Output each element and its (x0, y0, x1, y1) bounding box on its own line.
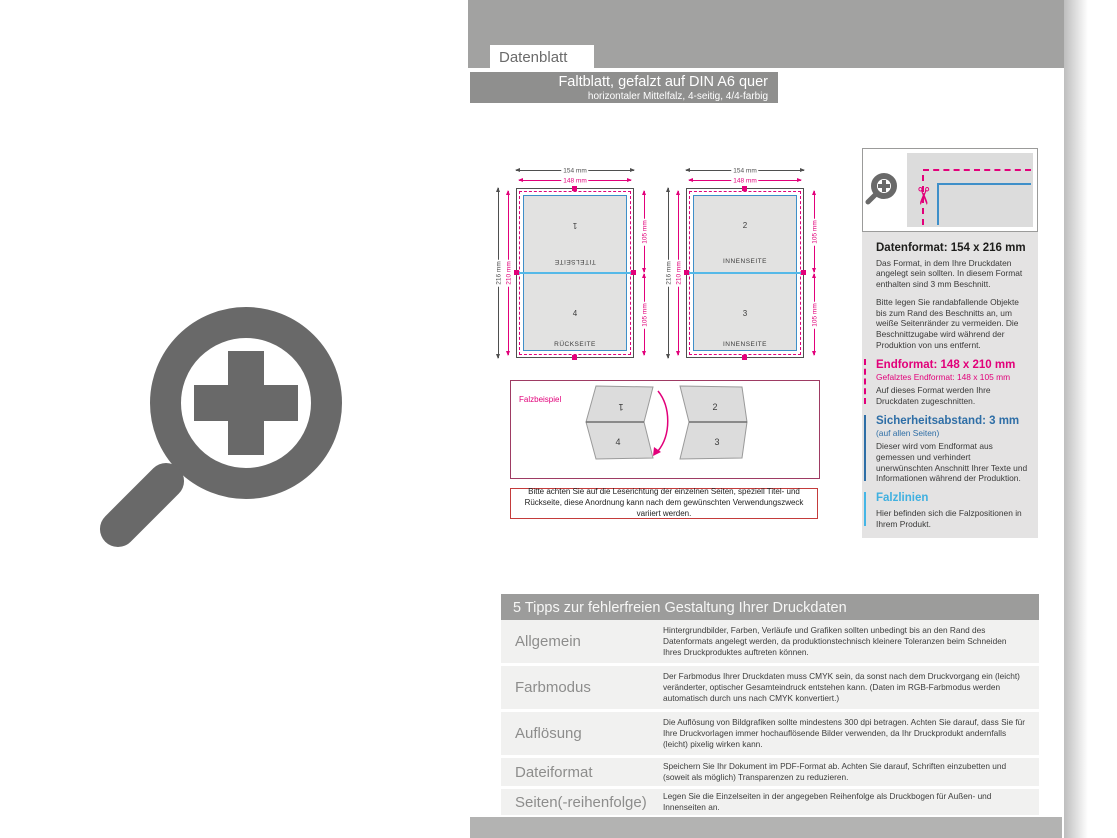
fold-example-label: Falzbeispiel (519, 395, 562, 404)
safety-line (937, 183, 1031, 185)
corner-detail-box (862, 148, 1038, 232)
dimension-label: 154 mm (563, 167, 587, 174)
fold-mark (631, 270, 636, 275)
scissors-icon: ✂ (909, 185, 936, 207)
fold-page-number: 3 (714, 437, 720, 447)
datenformat-heading: Datenformat: 154 x 216 mm (876, 242, 1026, 254)
product-title-band (470, 72, 778, 103)
endformat-block (876, 358, 1029, 407)
magnifier-handle (864, 191, 878, 205)
fold-page-number: 2 (712, 402, 718, 412)
page-label: TITELSEITE (554, 258, 596, 265)
datasheet-page (468, 0, 1064, 838)
endformat-text: Auf dieses Format werden Ihre Druckdaten zugeschnitten. (876, 385, 991, 406)
tips-row-dateiformat (501, 758, 1039, 786)
fold-page-number: 1 (618, 402, 624, 412)
product-title: Faltblatt, gefalzt auf DIN A6 quer (558, 74, 768, 90)
plus-icon-vertical (228, 351, 264, 455)
dimension-width-inner (689, 177, 801, 184)
datenformat-text: Bitte legen Sie randabfallende Objekte bis zum Rand des Beschnitts an, um weiße Seitenränder zu vermeiden. Die Beschnittzugabe wird während der Produktion von uns entfernt. (876, 296, 1019, 350)
dimension-half-bottom (641, 274, 648, 355)
dimension-half-bottom (811, 274, 818, 355)
fold-line (518, 272, 632, 274)
dimension-width-inner (519, 177, 631, 184)
tips-row-allgemein (501, 620, 1039, 663)
dimension-width-outer (516, 167, 634, 174)
page-diagram-outer-sheet (516, 188, 634, 358)
tip-label: Farbmodus (515, 679, 591, 696)
endformat-edge-line (864, 359, 866, 404)
tip-text: Hintergrundbilder, Farben, Verläufe und Grafiken sollten unbedingt bis an den Rand des Datenformats angelegt werden, da produktionstechnisch kleinere Toleranzen beim Schneiden Ihres Druckproduktes auftreten können. (663, 625, 1007, 657)
fold-line (688, 272, 802, 274)
fold-mark (572, 355, 577, 360)
plus-icon-vertical (882, 180, 886, 192)
tip-label: Allgemein (515, 633, 581, 650)
page-label: INNENSEITE (722, 258, 767, 265)
tips-row-aufloesung (501, 712, 1039, 755)
dimension-width-outer (686, 167, 804, 174)
sicherheitsabstand-heading: Sicherheitsabstand: 3 mm (876, 414, 1020, 427)
datenblatt-label: Datenblatt (490, 45, 594, 71)
page-number: 4 (572, 309, 578, 318)
fold-direction-arrow (658, 391, 668, 451)
magnifier-handle (93, 456, 192, 555)
page-label: INNENSEITE (722, 341, 767, 348)
bottom-gray-band (470, 817, 1062, 838)
dimension-label: 105 mm (811, 219, 818, 244)
endformat-subheading: Gefalztes Endformat: 148 x 105 mm (876, 372, 1011, 383)
falzlinien-text: Hier befinden sich die Falzpositionen in Ihrem Produkt. (876, 507, 1022, 529)
dimension-label: 216 mm (495, 261, 502, 285)
dimension-label: 216 mm (665, 261, 672, 285)
dimension-height-outer (665, 188, 672, 358)
tip-label: Dateiformat (515, 763, 593, 781)
fold-mark (801, 270, 806, 275)
safety-line (937, 183, 939, 225)
tip-text: Der Farbmodus Ihrer Druckdaten muss CMYK sein, da sonst nach dem Druckvorgang ein (leicht) veränderter, optischer Gesamteindruck entstehen kann. (Daten im RGB-Farbmodus werden automatisch durch uns nach CMYK konvertiert.) (663, 671, 1020, 703)
sicherheitsabstand-block (876, 414, 1029, 484)
fold-mark (514, 270, 519, 275)
tip-label: Auflösung (515, 725, 582, 742)
dimension-height-outer (495, 188, 502, 358)
cut-line-dashed (923, 169, 1031, 171)
dimension-label: 210 mm (675, 261, 682, 285)
dimension-half-top (641, 191, 648, 272)
falzlinien-edge-line (864, 492, 866, 526)
fold-example-box (510, 380, 820, 479)
tip-text: Speichern Sie Ihr Dokument im PDF-Format ab. Achten Sie darauf, Schriften einzubetten und (soweit als möglich) Transparenzen zu reduzieren. (663, 761, 1007, 782)
product-subtitle: horizontaler Mittelfalz, 4-seitig, 4/4-farbig (587, 91, 768, 102)
falzlinien-heading: Falzlinien (876, 492, 929, 505)
fold-mark (742, 355, 747, 360)
datenformat-text: Das Format, in dem Ihre Druckdaten angelegt sein sollten. In diesem Format enthalten sind 3 mm Beschnitt. (876, 257, 1023, 290)
dimension-label: 105 mm (641, 219, 648, 244)
page-number: 2 (742, 221, 748, 230)
tip-label: Seiten(-reihenfolge) (515, 793, 647, 811)
tip-text: Legen Sie die Einzelseiten in der angegeben Reihenfolge als Druckbogen für Außen- und Innenseiten an. (663, 791, 992, 812)
sicherheitsabstand-text: Dieser wird vom Endformat aus gemessen und verhindert unerwünschten Anschnitt Ihrer Texte und Informationen während der Produktion. (876, 441, 1028, 484)
dimension-label: 105 mm (811, 302, 818, 327)
dimension-height-inner (505, 191, 512, 355)
dimension-height-inner (675, 191, 682, 355)
page-shadow (1064, 0, 1088, 838)
dimension-label: 210 mm (505, 261, 512, 285)
tips-header: 5 Tipps zur fehlerfreien Gestaltung Ihrer Druckdaten (501, 594, 1039, 622)
page-number: 3 (742, 309, 748, 318)
endformat-heading: Endformat: 148 x 210 mm (876, 358, 1016, 371)
fold-mark (742, 186, 747, 191)
tip-text: Die Auflösung von Bildgrafiken sollte mindestens 300 dpi betragen. Achten Sie darauf, dass Sie für Ihre Druckvorlagen immer hochauflösende Bilder verwenden, da Ihr Druckprodukt andernfalls (leicht) pixelig wirken kann. (663, 717, 1026, 749)
tips-row-farbmodus (501, 666, 1039, 709)
dimension-label: 105 mm (641, 302, 648, 327)
sicherheitsabstand-subheading: (auf allen Seiten) (876, 428, 940, 439)
reading-direction-note: Bitte achten Sie auf die Leserichtung der einzelnen Seiten, speziell Titel- und Rückseite, diese Anordnung kann nach dem gewünschten Verwendungszweck variiert werden. (510, 488, 818, 519)
falzlinien-block (876, 491, 1029, 529)
fold-page-number: 4 (615, 437, 621, 447)
sicherheitsabstand-edge-line (864, 415, 866, 481)
page-number: 1 (572, 221, 578, 230)
page-label: RÜCKSEITE (554, 341, 596, 348)
dimension-label: 154 mm (733, 167, 757, 174)
page-diagram-inner-sheet (686, 188, 804, 358)
fold-mark (572, 186, 577, 191)
fold-mark (684, 270, 689, 275)
dimension-label: 148 mm (733, 177, 757, 184)
dimension-half-top (811, 191, 818, 272)
tips-row-seitenreihenfolge (501, 789, 1039, 815)
datenformat-block (876, 241, 1029, 351)
format-info-panel (862, 232, 1038, 538)
dimension-label: 148 mm (563, 177, 587, 184)
